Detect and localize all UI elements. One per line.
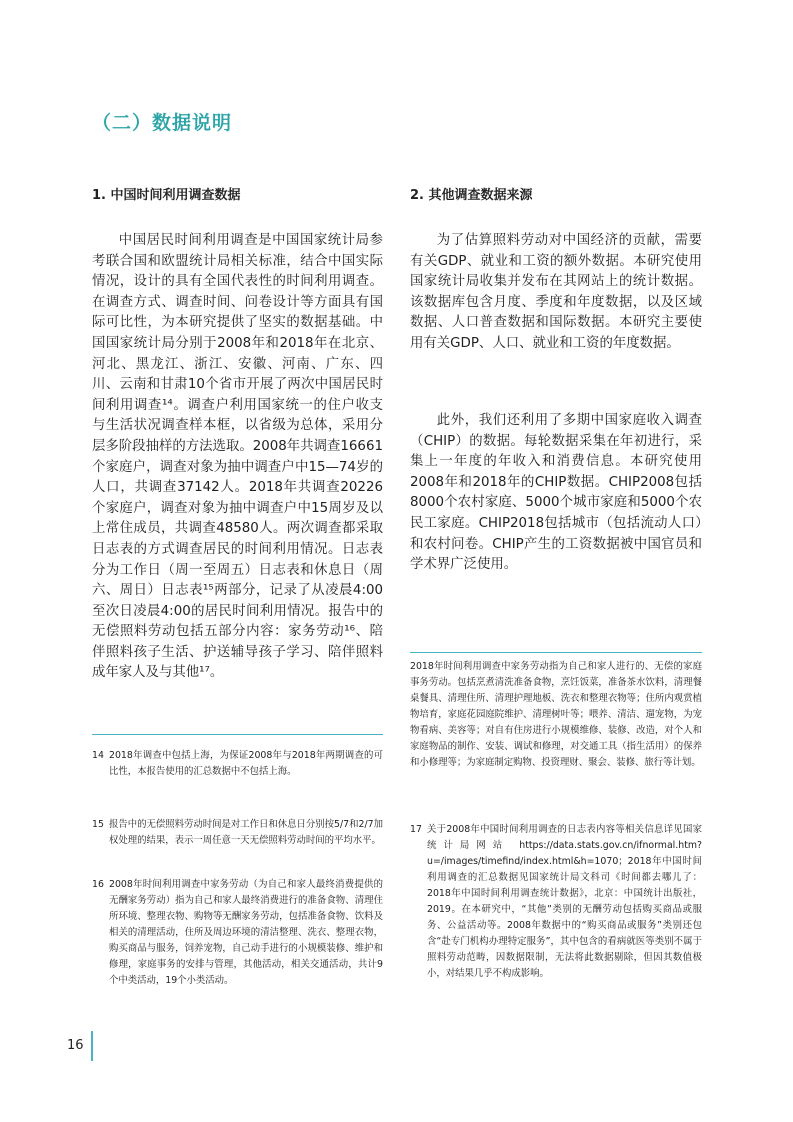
footnote-number: 16 [92, 879, 104, 890]
footnote-14 [92, 748, 383, 780]
footnote-17 [410, 822, 702, 982]
footnote-divider-right [410, 652, 702, 653]
right-column-heading: 2. 其他调查数据来源 [410, 188, 533, 203]
footnote-divider-left [92, 734, 383, 735]
footnote-text: 2018年调查中包括上海，为保证2008年与2018年两期调查的可比性，本报告使用的汇总数据中不包括上海。 [109, 750, 383, 777]
right-column-paragraph-2: 此外，我们还利用了多期中国家庭收入调查（CHIP）的数据。每轮数据采集在年初进行，采集上一年度的年收入和消费信息。本研究使用2008年和2018年的CHIP数据。CHIP2008包括8000个农村家庭、5000个城市家庭和5000个农民工家庭。CHIP2018包括城市（包括流动人口）和农村问卷。CHIP产生的工资数据被中国官员和学术界广泛使用。 [410, 413, 702, 573]
footnote-text: 关于2008年中国时间利用调查的日志表内容等相关信息详见国家统计局网站 https://data.stats.gov.cn/ifnormal.htm?u=/images/timefind/index.html&h=1070；2018年中国时间利用调查的汇总数据见国家统计局文科司《时间都去哪儿了：2018年中国时间利用调查统计数据》，北京：中国统计出版社，2019。在本研究中，“其他”类别的无酬劳动包括购买商品或服务、公益活动等。2008年数据中的“购买商品或服务”类别还包含“赴专门机构办理特定服务”，其中包含的看病就医等类别不属于照料劳动范畴，因数据限制，无法将此数据剔除，但因其数值极小，对结果几乎不构成影响。 [427, 824, 702, 979]
footnote-15 [92, 817, 383, 849]
footnote-number: 15 [92, 819, 104, 830]
section-title: （二）数据说明 [92, 112, 233, 134]
left-column-paragraph: 中国居民时间利用调查是中国国家统计局参考联合国和欧盟统计局相关标准，结合中国实际情况，设计的具有全国代表性的时间利用调查。在调查方式、调查时间、问卷设计等方面具有国际可比性，为本研究提供了坚实的数据基础。中国国家统计局分别于2008年和2018年在北京、河北、黑龙江、浙江、安徽、河南、广东、四川、云南和甘肃10个省市开展了两次中国居民时间利用调查¹⁴。调查户利用国家统一的住户收支与生活状况调查样本框，以省级为总体，采用分层多阶段抽样的方法选取。2008年共调查16661个家庭户，调查对象为抽中调查户中15—74岁的人口，共调查37142人。2018年共调查20226个家庭户，调查对象为抽中调查户中15周岁及以上常住成员，共调查48580人。两次调查都采取日志表的方式调查居民的时间利用情况。日志表分为工作日（周一至周五）日志表和休息日（周六、周日）日志表¹⁵两部分，记录了从凌晨4:00至次日凌晨4:00的居民时间利用情况。报告中的无偿照料劳动包括五部分内容：家务劳动¹⁶、陪伴照料孩子生活、护送辅导孩子学习、陪伴照料成年家人及与其他¹⁷。 [92, 233, 383, 681]
footnote-16-continued: 2018年时间利用调查中家务劳动指为自己和家人进行的、无偿的家庭事务劳动。包括烹煮清洗准备食物，烹饪饭菜，准备茶水饮料，清理餐桌餐具、清理住所、清理护理地板、洗衣和整理衣物等；住所内观赏植物培育，家庭花园庭院维护、清理树叶等；喂养、清洁、遛宠物，为宠物看病、美容等；对自有住房进行小规模维修、装修、改造，对个人和家庭物品的制作、安装、调试和修理，对交通工具（指生活用）的保养和小修理等；为家庭制定购物、投资理财、聚会、装修、旅行等计划。 [410, 661, 702, 768]
page-number: 16 [67, 1038, 84, 1053]
left-column-heading: 1. 中国时间利用调查数据 [92, 188, 241, 203]
footnote-number: 17 [410, 824, 422, 835]
footnote-text: 2008年时间利用调查中家务劳动（为自己和家人最终消费提供的无酬家务劳动）指为自己和家人最终消费进行的准备食物、清理住所环境、整理衣物、购物等无酬家务劳动，包括准备食物、饮料及相关的清理活动，住所及周边环境的清洁整理、洗衣、整理衣物，购买商品与服务，饲养宠物，自己动手进行的小规模装修、维护和修理，家庭事务的安排与管理，其他活动，相关交通活动，共计9个中类活动，19个小类活动。 [109, 879, 383, 986]
footnote-16 [92, 877, 383, 989]
footnote-number: 14 [92, 750, 104, 761]
right-column-paragraph-1: 为了估算照料劳动对中国经济的贡献，需要有关GDP、就业和工资的额外数据。本研究使用国家统计局收集并发布在其网站上的统计数据。该数据库包含月度、季度和年度数据，以及区域数据、人口普查数据和国际数据。本研究主要使用有关GDP、人口、就业和工资的年度数据。 [410, 233, 702, 351]
page-number-bar [91, 1031, 93, 1061]
footnote-text: 报告中的无偿照料劳动时间是对工作日和休息日分别按5/7和2/7加权处理的结果，表示一周任意一天无偿照料劳动时间的平均水平。 [109, 819, 383, 846]
